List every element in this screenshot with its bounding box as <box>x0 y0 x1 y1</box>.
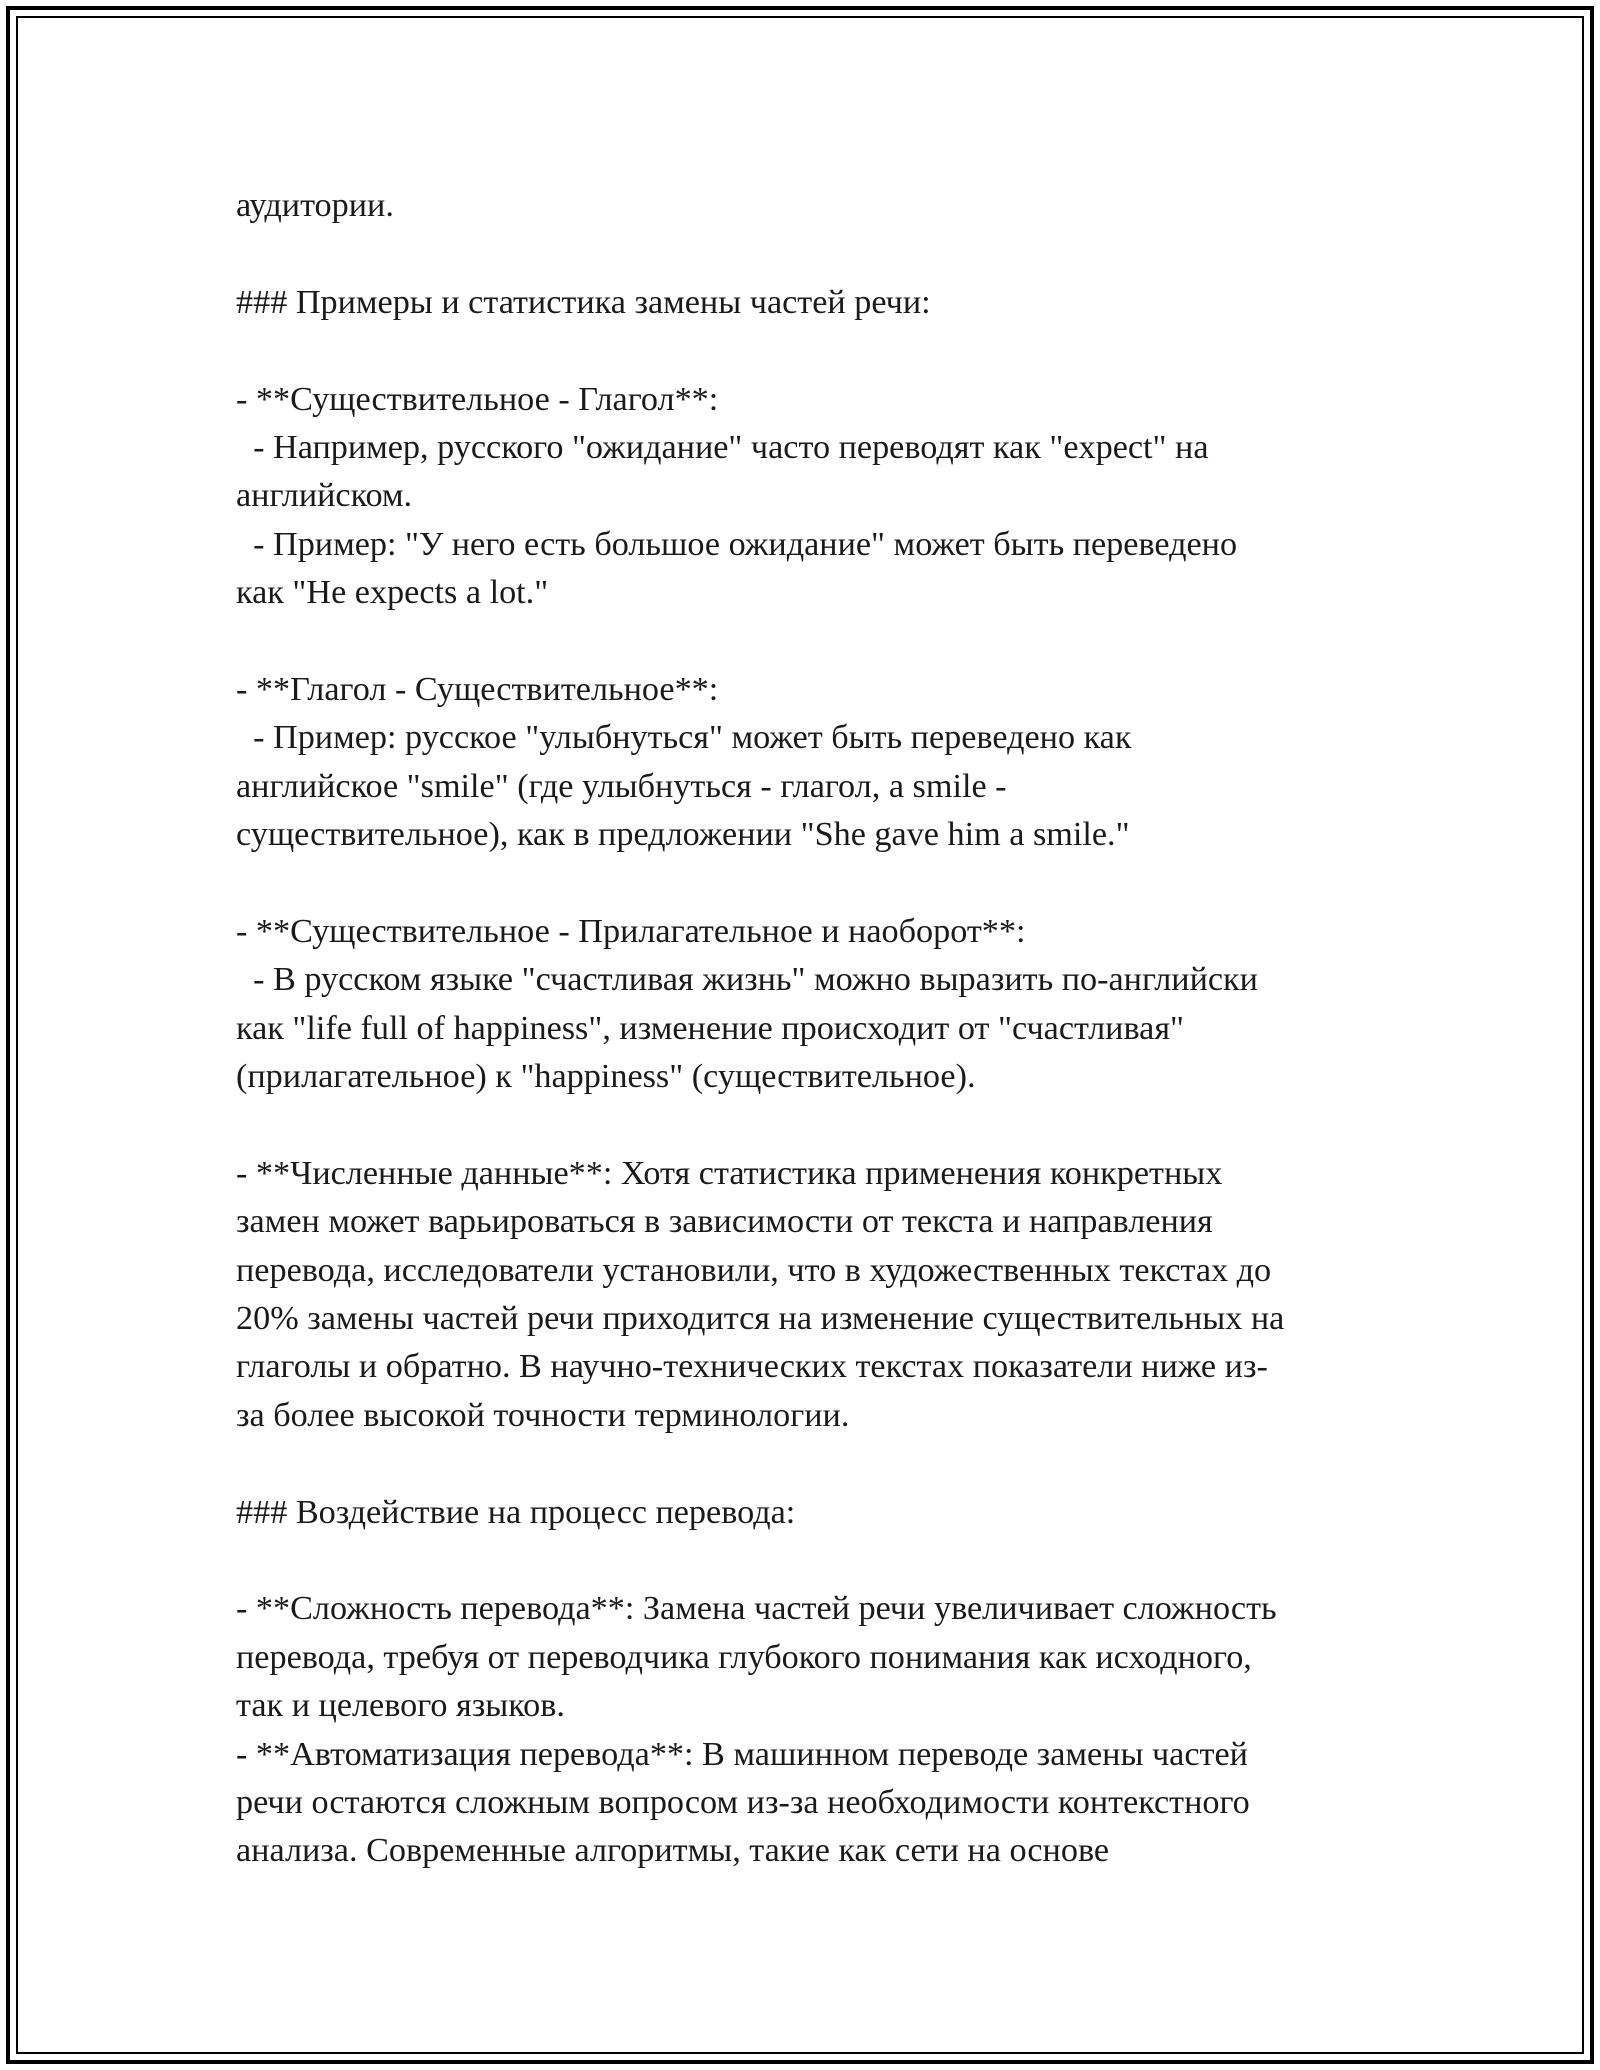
text-line: перевода, требуя от переводчика глубокого понимания как исходного, <box>236 1638 1252 1676</box>
text-line: существительное), как в предложении "She gave him a smile." <box>236 816 1130 854</box>
text-line: - Пример: русское "улыбнуться" может быть переведено как <box>236 719 1132 757</box>
text-line: - В русском языке "счастливая жизнь" можно выразить по-английски <box>236 961 1258 999</box>
list-item-complexity: - **Сложность перевода**: Замена частей речи увеличивает сложность <box>236 1590 1277 1628</box>
document-body <box>236 182 1376 1876</box>
text-line: - Пример: "У него есть большое ожидание" может быть переведено <box>236 525 1238 563</box>
text-line: замен может варьироваться в зависимости от текста и направления <box>236 1203 1213 1241</box>
blank-line <box>236 618 1376 666</box>
list-item-noun-adjective: - **Существительное - Прилагательное и наоборот**: <box>236 912 1026 950</box>
text-line: глаголы и обратно. В научно-технических текстах показатели ниже из- <box>236 1348 1268 1386</box>
text-line: английском. <box>236 477 413 515</box>
text-line: перевода, исследователи установили, что в художественных текстах до <box>236 1251 1272 1289</box>
text-line: английское "smile" (где улыбнуться - глагол, а smile - <box>236 767 1007 805</box>
blank-line <box>236 327 1376 375</box>
text-line: так и целевого языков. <box>236 1687 565 1725</box>
list-item-numeric-data: - **Численные данные**: Хотя статистика применения конкретных <box>236 1154 1223 1192</box>
text-line: как "life full of happiness", изменение происходит от "счастливая" <box>236 1009 1184 1047</box>
text-line: анализа. Современные алгоритмы, такие как сети на основе <box>236 1832 1110 1870</box>
list-item-verb-noun: - **Глагол - Существительное**: <box>236 670 719 708</box>
text-line: речи остаются сложным вопросом из-за необходимости контекстного <box>236 1783 1250 1821</box>
text-line: как "He expects a lot." <box>236 574 549 612</box>
blank-line <box>236 859 1376 907</box>
blank-line <box>236 1101 1376 1149</box>
blank-line <box>236 230 1376 278</box>
blank-line <box>236 1537 1376 1585</box>
text-line: - Например, русского "ожидание" часто переводят как "expect" на <box>236 428 1209 466</box>
blank-line <box>236 1440 1376 1488</box>
text-line: аудитории. <box>236 187 394 224</box>
text-line: (прилагательное) к "happiness" (существительное). <box>236 1058 976 1096</box>
text-line: 20% замены частей речи приходится на изменение существительных на <box>236 1299 1285 1337</box>
text-line: за более высокой точности терминологии. <box>236 1396 850 1434</box>
list-item-noun-verb: - **Существительное - Глагол**: <box>236 380 719 418</box>
section-heading-examples: ### Примеры и статистика замены частей речи: <box>236 283 931 321</box>
list-item-automation: - **Автоматизация перевода**: В машинном переводе замены частей <box>236 1735 1248 1773</box>
section-heading-impact: ### Воздействие на процесс перевода: <box>236 1493 796 1531</box>
